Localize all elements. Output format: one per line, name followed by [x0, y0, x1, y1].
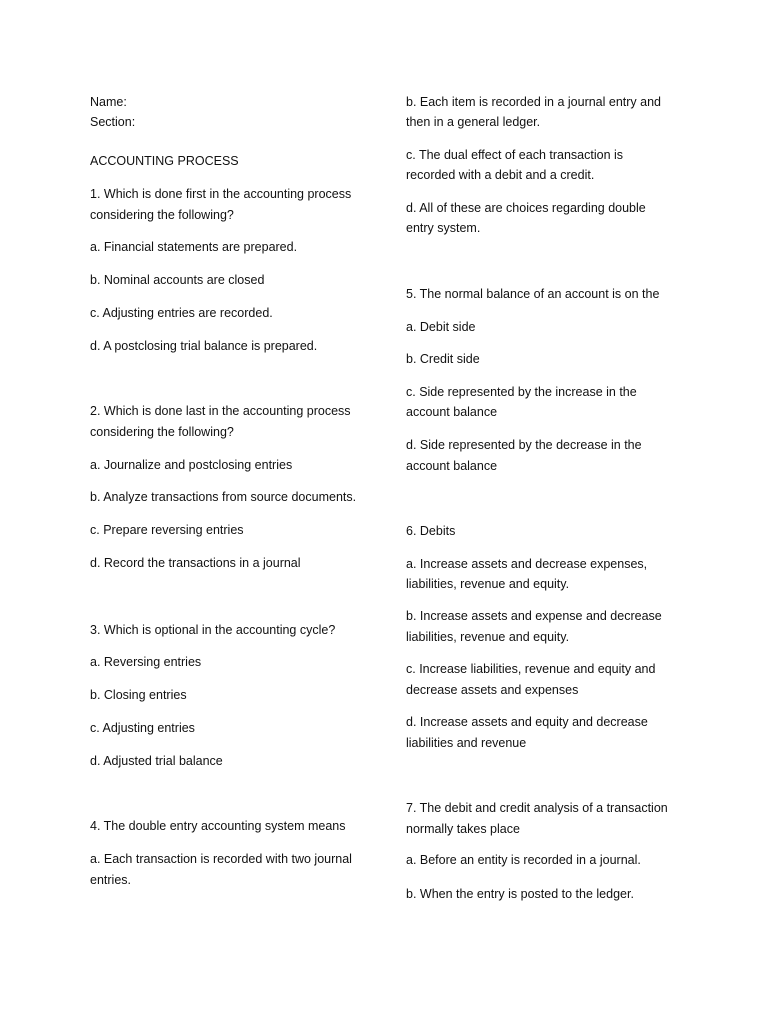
question-stem: 2. Which is done last in the accounting process: [90, 404, 351, 418]
choice-a: a. Increase assets and decrease expenses,: [406, 557, 648, 571]
question-stem: 4. The double entry accounting system means: [90, 819, 346, 833]
choice-c: c. Adjusting entries are recorded.: [90, 306, 273, 320]
choice-b: b. Nominal accounts are closed: [90, 273, 265, 287]
choice-b: b. When the entry is posted to the ledger.: [406, 887, 634, 901]
choice-c-cont: decrease assets and expenses: [406, 683, 579, 697]
choice-b-cont: liabilities, revenue and equity.: [406, 630, 570, 644]
name-label: Name:: [90, 95, 127, 109]
choice-a-cont: entries.: [90, 873, 131, 887]
choice-a-cont: liabilities, revenue and equity.: [406, 577, 570, 591]
question-stem: considering the following?: [90, 425, 234, 439]
question-stem: 5. The normal balance of an account is on the: [406, 287, 660, 301]
choice-a: a. Before an entity is recorded in a journal.: [406, 853, 641, 867]
choice-a: a. Reversing entries: [90, 655, 202, 669]
section-label: Section:: [90, 115, 136, 129]
choice-d: d. All of these are choices regarding double: [406, 201, 646, 215]
question-stem: normally takes place: [406, 822, 520, 836]
choice-d: d. A postclosing trial balance is prepared.: [90, 339, 318, 353]
choice-d: d. Adjusted trial balance: [90, 754, 223, 768]
choice-c: c. Increase liabilities, revenue and equity and: [406, 662, 656, 676]
choice-b: b. Each item is recorded in a journal entry and: [406, 95, 661, 109]
choice-b: b. Increase assets and expense and decrease: [406, 609, 662, 623]
choice-a: a. Journalize and postclosing entries: [90, 458, 293, 472]
choice-a: a. Financial statements are prepared.: [90, 240, 298, 254]
choice-d-cont: liabilities and revenue: [406, 736, 527, 750]
choice-d-cont: entry system.: [406, 221, 481, 235]
choice-d: d. Side represented by the decrease in the: [406, 438, 642, 452]
choice-d-cont: account balance: [406, 459, 498, 473]
question-stem: 1. Which is done first in the accounting process: [90, 187, 352, 201]
choice-a: a. Each transaction is recorded with two journal: [90, 852, 352, 866]
choice-c: c. Prepare reversing entries: [90, 523, 244, 537]
page-title: ACCOUNTING PROCESS: [90, 154, 239, 168]
choice-b: b. Closing entries: [90, 688, 187, 702]
choice-b: b. Credit side: [406, 352, 480, 366]
choice-c: c. Side represented by the increase in the: [406, 385, 637, 399]
choice-c-cont: account balance: [406, 405, 498, 419]
choice-b-cont: then in a general ledger.: [406, 115, 541, 129]
choice-c-cont: recorded with a debit and a credit.: [406, 168, 595, 182]
choice-b: b. Analyze transactions from source documents.: [90, 490, 357, 504]
choice-d: d. Increase assets and equity and decrease: [406, 715, 648, 729]
choice-c: c. The dual effect of each transaction is: [406, 148, 624, 162]
question-stem: 7. The debit and credit analysis of a transaction: [406, 801, 668, 815]
choice-a: a. Debit side: [406, 320, 476, 334]
question-stem: 6. Debits: [406, 524, 456, 538]
question-stem: considering the following?: [90, 208, 234, 222]
choice-d: d. Record the transactions in a journal: [90, 556, 301, 570]
choice-c: c. Adjusting entries: [90, 721, 195, 735]
question-stem: 3. Which is optional in the accounting cycle?: [90, 623, 336, 637]
